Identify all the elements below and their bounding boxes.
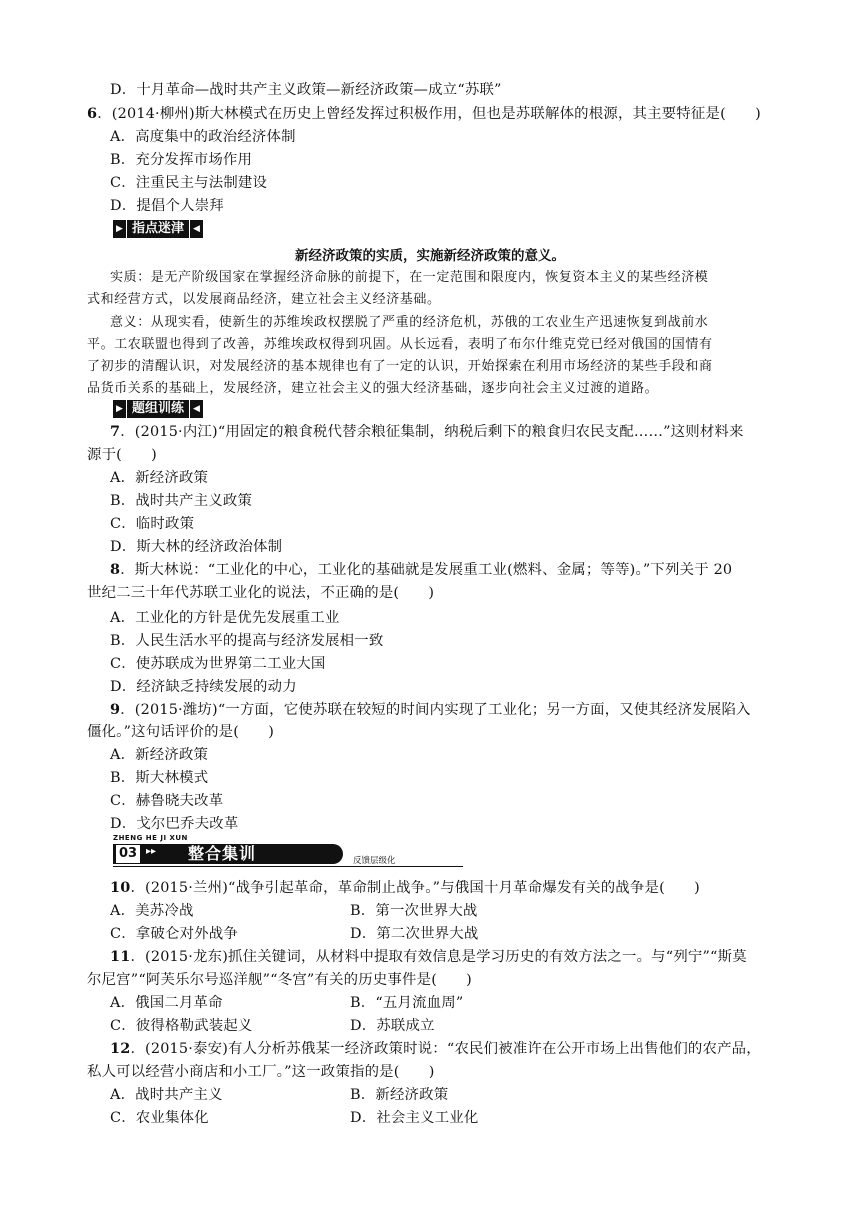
play-icon: ▶ (113, 400, 126, 418)
q6-option-b: B．充分发挥市场作用 (110, 152, 253, 168)
q6-option-a: A．高度集中的政治经济体制 (110, 129, 296, 145)
banner-title: 整合集训 (188, 844, 257, 863)
question-8 (110, 560, 810, 580)
question-number: 9 (110, 701, 121, 718)
tips-text-line: 了初步的清醒认识，对发展经济的基本规律也有了一定的认识，开始探索在利用市场经济的某些手段和商 (87, 359, 713, 374)
section-banner (113, 832, 463, 870)
q7-option-a: A．新经济政策 (110, 470, 209, 486)
q11-option-b: B．“五月流血周” (350, 995, 464, 1011)
question-12 (110, 1039, 810, 1059)
q6-option-c: C．注重民主与法制建设 (110, 175, 268, 191)
banner-subtitle: 反馈层级化 (353, 856, 396, 866)
question-text: ．(2014·柳州)斯大林模式在历史上曾经发挥过积极作用，但也是苏联解体的根源，其主要特征是( ) (97, 106, 761, 122)
question-11-cont: 尔尼宫”“阿芙乐尔号巡洋舰”“冬宫”有关的历史事件是( ) (87, 972, 472, 988)
q7-option-b: B．战时共产主义政策 (110, 493, 253, 509)
question-text: ．(2015·兰州)“战争引起革命，革命制止战争。”与俄国十月革命爆发有关的战争是( ) (130, 880, 700, 896)
question-9-cont: 僵化。”这句话评价的是( ) (87, 724, 275, 740)
double-chevron-icon: ▸▸ (146, 846, 157, 857)
tips-text-line: 品货币关系的基础上，发展经济，建立社会主义的强大经济基础，逐步向社会主义过渡的道路。 (87, 381, 659, 396)
question-11 (110, 947, 810, 967)
play-icon: ▶ (113, 220, 126, 238)
question-8-cont: 世纪二三十年代苏联工业化的说法，不正确的是( ) (87, 585, 435, 601)
back-arrow-icon: ◀ (190, 220, 203, 238)
q11-option-a: A．俄国二月革命 (110, 995, 223, 1011)
q10-option-c: C．拿破仑对外战争 (110, 926, 238, 942)
q11-option-c: C．彼得格勒武装起义 (110, 1018, 253, 1034)
q6-option-d: D．提倡个人崇拜 (110, 198, 224, 214)
question-number: 8 (110, 561, 121, 578)
tag-label: 指点迷津 (126, 220, 190, 238)
question-text: ．(2015·泰安)有人分析苏俄某一经济政策时说：“农民们被准许在公开市场上出售他们的农产品， (130, 1041, 761, 1057)
q10-option-b: B．第一次世界大战 (350, 903, 478, 919)
q8-option-c: C．使苏联成为世界第二工业大国 (110, 656, 326, 672)
tips-text-line: 平。工农联盟也得到了改善，苏维埃政权得到巩固。从长远看，表明了布尔什维克党已经对俄国的国情有 (87, 337, 713, 352)
tips-title: 新经济政策的实质，实施新经济政策的意义。 (295, 248, 565, 264)
question-7 (110, 422, 810, 442)
question-9 (110, 700, 810, 720)
question-number: 6 (87, 105, 98, 122)
q9-option-d: D．戈尔巴乔夫改革 (110, 816, 239, 832)
back-arrow-icon: ◀ (190, 400, 203, 418)
question-number: 7 (110, 423, 121, 440)
section-tag-exercises (113, 400, 203, 418)
divider (113, 866, 463, 867)
question-text: ．(2015·潍坊)“一方面，它使苏联在较短的时间内实现了工业化；另一方面，又使其经济发展陷入 (120, 702, 751, 718)
q8-option-b: B．人民生活水平的提高与经济发展相一致 (110, 633, 384, 649)
q10-option-a: A．美苏冷战 (110, 903, 194, 919)
tips-text-line: 式和经营方式，以发展商品经济，建立社会主义经济基础。 (87, 292, 441, 307)
q9-option-a: A．新经济政策 (110, 747, 209, 763)
question-text: ．(2015·内江)“用固定的粮食税代替余粮征集制，纳税后剩下的粮食归农民支配……”这则材料来 (120, 424, 744, 440)
tips-text-line: 实质：是无产阶级国家在掌握经济命脉的前提下，在一定范围和限度内，恢复资本主义的某些经济模 (110, 270, 709, 285)
tips-text-line: 意义：从现实看，使新生的苏维埃政权摆脱了严重的经济危机，苏俄的工农业生产迅速恢复到战前水 (110, 315, 709, 330)
question-number: 10 (110, 879, 131, 896)
q9-option-c: C．赫鲁晓夫改革 (110, 793, 224, 809)
question-12-cont: 私人可以经营小商店和小工厂。”这一政策指的是( ) (87, 1064, 435, 1080)
q7-option-c: C．临时政策 (110, 516, 195, 532)
question-text: ．斯大林说：“工业化的中心，工业化的基础就是发展重工业(燃料、金属；等等)。”下列关于 20 (120, 562, 733, 578)
q5-option-d: D．十月革命—战时共产主义政策—新经济政策—成立“苏联” (110, 82, 502, 98)
q12-option-c: C．农业集体化 (110, 1110, 209, 1126)
q12-option-d: D．社会主义工业化 (350, 1110, 479, 1126)
question-number: 12 (110, 1040, 131, 1057)
q8-option-d: D．经济缺乏持续发展的动力 (110, 679, 297, 695)
q10-option-d: D．第二次世界大战 (350, 926, 479, 942)
q7-option-d: D．斯大林的经济政治体制 (110, 539, 283, 555)
tag-label: 题组训练 (126, 400, 190, 418)
q12-option-a: A．战时共产主义 (110, 1087, 223, 1103)
question-7-cont: 源于( ) (87, 447, 157, 463)
question-number: 11 (110, 948, 131, 965)
q9-option-b: B．斯大林模式 (110, 770, 209, 786)
q8-option-a: A．工业化的方针是优先发展重工业 (110, 610, 340, 626)
q12-option-b: B．新经济政策 (350, 1087, 449, 1103)
q11-option-d: D．苏联成立 (350, 1018, 435, 1034)
question-text: ．(2015·龙东)抓住关键词，从材料中提取有效信息是学习历史的有效方法之一。与“列宁”“斯莫 (130, 949, 747, 965)
question-6 (87, 104, 787, 124)
section-tag-tips (113, 220, 203, 238)
banner-number: 03 (115, 844, 141, 864)
banner-pinyin: ZHENG HE JI XUN (113, 834, 188, 842)
question-10 (110, 878, 810, 898)
